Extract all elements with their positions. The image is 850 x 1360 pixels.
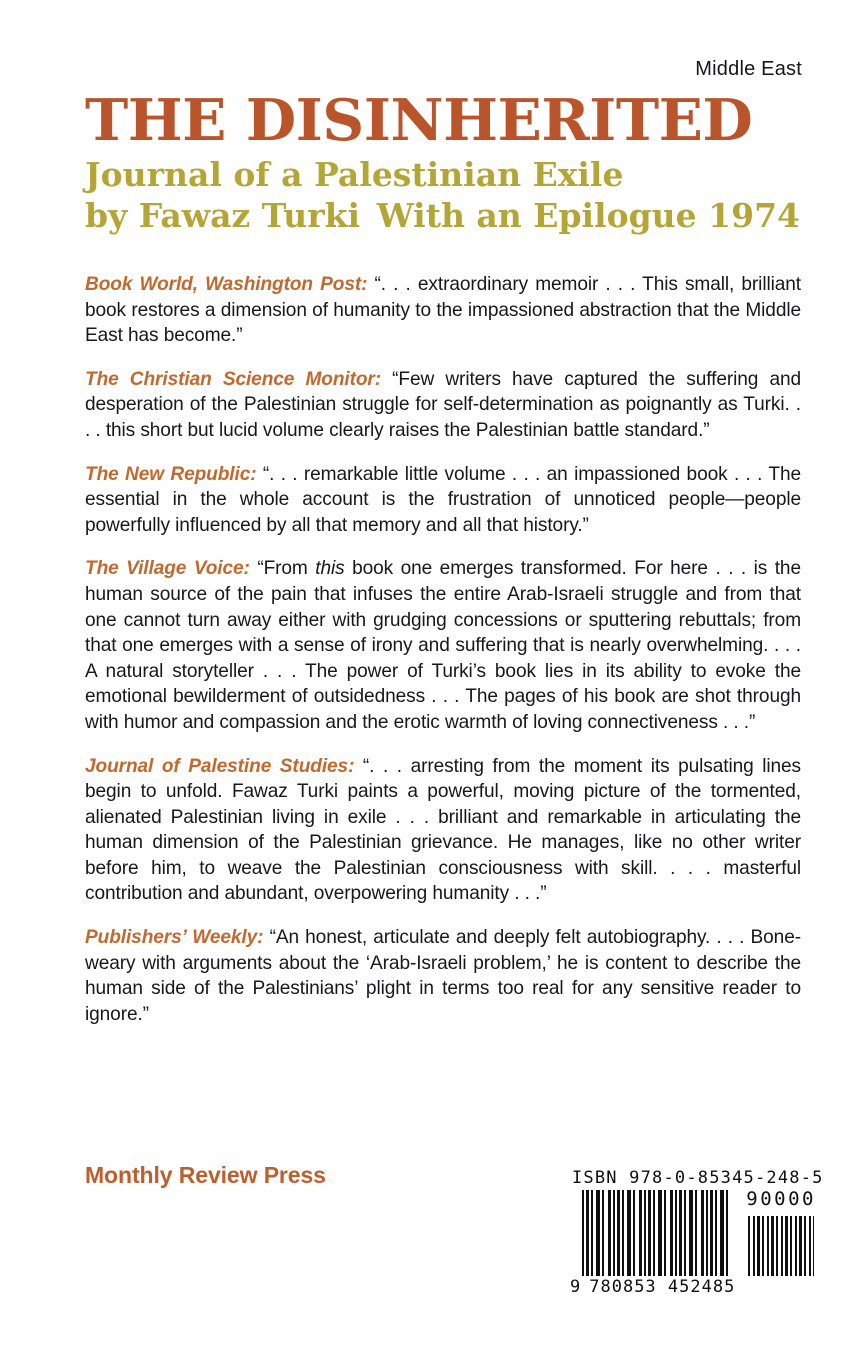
isbn-text: ISBN 978-0-85345-248-5 (572, 1168, 824, 1188)
review-quote: “. . . arresting from the moment its pulsating lines begin to unfold. Fawaz Turki paints a powerful, moving picture of the tormented, alienated Palestinian living in exile . . . brilliant and remarkable in articulating the human dimension of the Palestinian grievance. He manages, like no other writer before him, to weave the Palestinian consciousness with skill. . . . masterful contribution and abundant, overpowering humanity . . .” (85, 755, 801, 905)
ean13-bars-icon (582, 1190, 728, 1276)
review-source: The Village Voice: (85, 558, 250, 580)
review-source: Journal of Palestine Studies: (85, 755, 355, 777)
review-quote: “An honest, articulate and deeply felt autobiography. . . . Bone-weary with arguments about the ‘Arab-Israeli problem,’ he is content to describe the human side of the Palestinians’ plight in terms too real for any sensitive reader to ignore.” (85, 927, 801, 1025)
review-blurb (85, 556, 801, 735)
review-emphasis: this (315, 558, 345, 580)
review-quote: “. . . extraordinary memoir . . . This small, brilliant book restores a dimension of humanity to the impassioned abstraction that the Middle East has become.” (85, 274, 801, 347)
review-source: Publishers’ Weekly: (85, 927, 264, 949)
review-quote: “From (249, 558, 316, 580)
review-blurbs (85, 272, 801, 1027)
byline-row (85, 196, 800, 236)
barcode-bars-row (570, 1190, 820, 1276)
review-blurb (85, 462, 801, 539)
review-blurb (85, 272, 801, 349)
ean-digits-row (570, 1277, 820, 1297)
review-quote-cont: book one emerges transformed. For here . . . is the human source of the pain that infuses the entire Arab-Israeli struggle and from that one cannot turn away either with grudging concessions or sputtering rebuttals; from that one emerges with a sense of irony and suffering that is nearly overwhelming. . . . A natural storyteller . . . The power of Turki’s book lies in its ability to evoke the emotional bewilderment of outsidedness . . . The pages of his book are shot through with humor and compassion and the erotic warmth of loving connectiveness . . .” (85, 558, 801, 733)
page-title: THE DISINHERITED (85, 87, 753, 154)
author-byline: by Fawaz Turki (85, 196, 361, 235)
category-label: Middle East (695, 58, 802, 80)
ean-lead-digit: 9 (570, 1277, 582, 1297)
review-quote: “. . . remarkable little volume . . . an impassioned book . . . The essential in the whole account is the frustration of unnoticed people—people powerfully influenced by all that memory and all that history.” (85, 463, 801, 536)
review-source: The New Republic: (85, 463, 257, 485)
title-block (85, 87, 815, 236)
review-blurb (85, 754, 801, 908)
review-quote: “Few writers have captured the suffering and desperation of the Palestinian struggle for self-determination as poignantly as Turki. . . . this short but lucid volume clearly raises the Palestinian battle standard.” (85, 368, 801, 441)
barcode-block (570, 1168, 824, 1297)
ean5-bars-icon (748, 1216, 814, 1276)
epilogue-note: With an Epilogue 1974 (376, 196, 800, 235)
book-subtitle: Journal of a Palestinian Exile (85, 155, 624, 194)
review-source: The Christian Science Monitor: (85, 368, 382, 390)
review-blurb (85, 925, 801, 1027)
barcode-supplement-text: 90000 (746, 1188, 816, 1210)
ean-main-digits: 780853 452485 (589, 1277, 736, 1297)
review-source: Book World, Washington Post: (85, 274, 368, 295)
publisher-name: Monthly Review Press (85, 1162, 326, 1188)
review-blurb (85, 367, 801, 444)
